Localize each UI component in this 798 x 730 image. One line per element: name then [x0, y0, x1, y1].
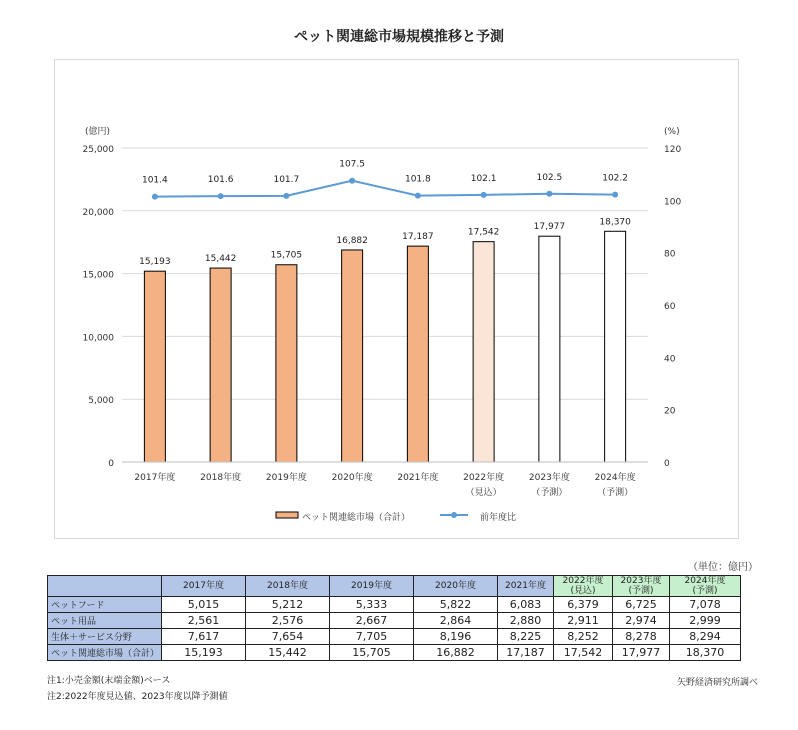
y-right-tick-label: 0 — [664, 459, 670, 469]
table-row — [48, 645, 741, 661]
table-cell: 17,542 — [554, 645, 613, 661]
y-left-tick-label: 0 — [108, 459, 114, 469]
table-cell: 5,822 — [414, 597, 498, 613]
y-left-tick-label: 5,000 — [88, 396, 114, 407]
table-header-0 — [162, 576, 246, 597]
y-right-tick-label: 100 — [664, 197, 682, 208]
bar — [605, 231, 626, 462]
bar — [342, 250, 363, 462]
table-row-label: 生体＋サービス分野 — [48, 629, 162, 645]
table-cell: 8,278 — [613, 629, 670, 645]
table-cell: 2,880 — [498, 613, 554, 629]
market-size-chart — [55, 60, 738, 538]
bar-data-label: 17,542 — [467, 227, 500, 238]
table-cell: 2,667 — [330, 613, 414, 629]
y-left-tick-label: 25,000 — [82, 145, 114, 155]
table-header-year: 2023年度 — [620, 576, 662, 586]
ratio-data-label: 101.8 — [404, 174, 431, 185]
table-cell: 8,252 — [554, 629, 613, 645]
ratio-data-label: 101.4 — [141, 175, 168, 186]
y-right-tick-label: 20 — [664, 406, 676, 417]
bar — [276, 265, 297, 462]
ratio-point — [546, 191, 552, 197]
bar — [539, 236, 560, 462]
x-tick-sublabel: （予測） — [531, 488, 568, 498]
table-row-label: ペット用品 — [48, 613, 162, 629]
y-right-tick-label: 60 — [664, 302, 676, 312]
table-cell: 6,725 — [613, 597, 670, 613]
y-left-tick-label: 10,000 — [82, 333, 114, 344]
ratio-data-label: 107.5 — [339, 159, 366, 170]
ratio-data-label: 101.7 — [273, 174, 300, 185]
table-header-note: (予測) — [628, 586, 654, 596]
table-cell: 6,379 — [554, 597, 613, 613]
table-cell: 7,617 — [162, 629, 246, 645]
table-row-label: ペット関連総市場（合計） — [48, 645, 162, 661]
ratio-data-label: 101.6 — [207, 175, 234, 186]
note-2: 注2:2022年度見込値、2023年度以降予測値 — [47, 692, 228, 702]
y-left-tick-label: 15,000 — [82, 270, 114, 281]
table-header-3 — [414, 576, 498, 597]
table-header-year: 2022年度 — [562, 576, 604, 586]
y-left-axis-label: (億円) — [85, 127, 111, 137]
table-cell: 16,882 — [414, 645, 498, 661]
bar-data-label: 15,442 — [204, 254, 237, 265]
y-right-axis-label: (%) — [664, 127, 680, 137]
unit-note: （単位：億円） — [688, 562, 758, 573]
bar — [144, 271, 165, 462]
y-right-tick-label: 40 — [664, 354, 676, 365]
table-header-1 — [246, 576, 330, 597]
table-cell: 18,370 — [670, 645, 741, 661]
table-cell: 7,078 — [670, 597, 741, 613]
note-1: 注1:小売金額(末端金額)ベース — [47, 676, 171, 686]
table-cell: 2,974 — [613, 613, 670, 629]
table-header-year: 2020年度 — [435, 581, 476, 591]
bar-data-label: 17,187 — [402, 232, 434, 243]
x-tick-label: 2020年度 — [331, 473, 373, 483]
source-credit: 矢野経済研究所調べ — [676, 678, 758, 688]
table-cell: 7,654 — [246, 629, 330, 645]
page-title: ペット関連総市場規模推移と予測 — [294, 29, 504, 45]
bar-data-label: 15,193 — [139, 257, 171, 268]
table-cell: 15,442 — [246, 645, 330, 661]
x-tick-label: 2019年度 — [265, 473, 307, 483]
table-header-4 — [498, 576, 554, 597]
table-row — [48, 629, 741, 645]
x-tick-label: 2023年度 — [528, 473, 570, 483]
table-cell: 5,212 — [246, 597, 330, 613]
table-cell: 17,187 — [498, 645, 554, 661]
ratio-point — [283, 193, 289, 199]
ratio-point — [349, 178, 355, 184]
legend-swatch-bars — [276, 512, 298, 518]
bar-data-label: 17,977 — [533, 222, 566, 233]
y-right-tick-label: 120 — [664, 145, 682, 155]
table-cell: 6,083 — [498, 597, 554, 613]
ratio-data-label: 102.1 — [470, 173, 497, 184]
bar — [473, 242, 494, 462]
table-row — [48, 597, 741, 613]
ratio-data-label: 102.5 — [536, 172, 563, 183]
x-tick-label: 2018年度 — [200, 473, 242, 483]
table-header-year: 2021年度 — [505, 581, 546, 591]
ratio-point — [152, 194, 158, 200]
table-row — [48, 613, 741, 629]
x-tick-label: 2024年度 — [594, 473, 636, 483]
table-cell: 2,864 — [414, 613, 498, 629]
y-right-tick-label: 80 — [664, 249, 676, 260]
table-header-year: 2019年度 — [351, 581, 392, 591]
table-header-year: 2018年度 — [267, 581, 308, 591]
bar-data-label: 16,882 — [336, 235, 368, 246]
data-table — [47, 575, 741, 661]
table-header-6 — [613, 576, 670, 597]
ratio-point — [612, 192, 618, 198]
table-corner-cell — [48, 576, 162, 597]
table-header-7 — [670, 576, 741, 597]
table-cell: 2,576 — [246, 613, 330, 629]
table-header-row — [48, 576, 741, 597]
table-cell: 15,705 — [330, 645, 414, 661]
table-cell: 5,015 — [162, 597, 246, 613]
bar — [407, 246, 428, 462]
table-cell: 2,561 — [162, 613, 246, 629]
x-tick-label: 2021年度 — [397, 473, 439, 483]
table-header-note: (見込) — [570, 586, 596, 596]
legend-label-bars: ペット関連総市場（合計） — [302, 513, 411, 523]
table-header-5 — [554, 576, 613, 597]
legend-swatch-point — [451, 512, 457, 518]
table-cell: 8,196 — [414, 629, 498, 645]
table-header-year: 2024年度 — [684, 576, 726, 586]
x-tick-label: 2017年度 — [134, 473, 176, 483]
ratio-point — [415, 193, 421, 199]
table-cell: 7,705 — [330, 629, 414, 645]
table-cell: 2,911 — [554, 613, 613, 629]
table-cell: 8,225 — [498, 629, 554, 645]
table-cell: 8,294 — [670, 629, 741, 645]
x-tick-sublabel: （予測） — [597, 488, 634, 498]
table-cell: 5,333 — [330, 597, 414, 613]
table-header-year: 2017年度 — [183, 581, 224, 591]
table-cell: 15,193 — [162, 645, 246, 661]
ratio-point — [481, 192, 487, 198]
table-header-note: (予測) — [692, 586, 718, 596]
y-left-tick-label: 20,000 — [82, 207, 114, 218]
x-tick-sublabel: （見込） — [465, 488, 502, 498]
ratio-data-label: 102.2 — [602, 173, 629, 184]
legend-label-line: 前年度比 — [480, 513, 517, 523]
ratio-point — [218, 193, 224, 199]
bar-data-label: 18,370 — [599, 217, 631, 228]
bar-data-label: 15,705 — [270, 250, 303, 261]
table-cell: 2,999 — [670, 613, 741, 629]
table-row-label: ペットフード — [48, 597, 162, 613]
x-tick-label: 2022年度 — [463, 473, 505, 483]
chart-frame — [54, 59, 739, 539]
bar — [210, 268, 231, 462]
table-cell: 17,977 — [613, 645, 670, 661]
table-header-2 — [330, 576, 414, 597]
